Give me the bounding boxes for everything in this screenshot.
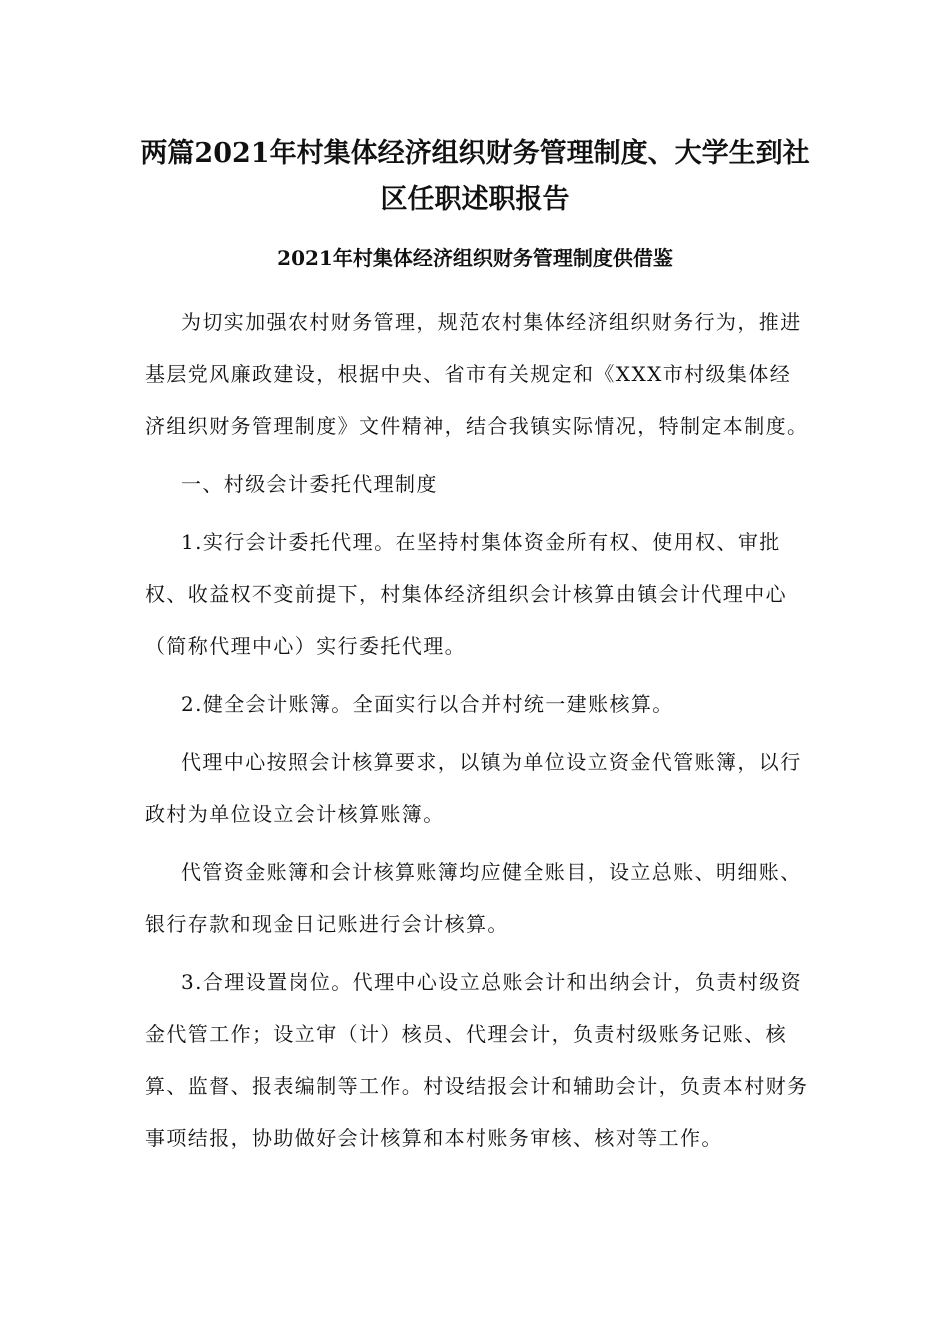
paragraph-intro: 为切实加强农村财务管理，规范农村集体经济组织财务行为，推进基层党风廉政建设，根据中央、省市有关规定和《XXX市村级集体经济组织财务管理制度》文件精神，结合我镇实际情况，特制定本制度。 [145,310,809,438]
title-line-1: 两篇2021年村集体经济组织财务管理制度、大学生到社 [140,138,810,169]
document-body [145,296,809,1164]
paragraph-item-1: 1.实行会计委托代理。在坚持村集体资金所有权、使用权、审批权、收益权不变前提下，村集体经济组织会计核算由镇会计代理中心（简称代理中心）实行委托代理。 [145,530,787,658]
paragraph-item-2: 2.健全会计账簿。全面实行以合并村统一建账核算。 [181,692,674,716]
paragraph-accounts: 代管资金账簿和会计核算账簿均应健全账目，设立总账、明细账、银行存款和现金日记账进行会计核算。 [145,860,802,936]
document-title [140,131,810,223]
paragraph-agency-books: 代理中心按照会计核算要求，以镇为单位设立资金代管账簿，以行政村为单位设立会计核算账簿。 [145,750,802,826]
document-subtitle: 2021年村集体经济组织财务管理制度供借鉴 [277,246,673,270]
title-line-2: 区任职述职报告 [380,184,570,215]
section-heading: 一、村级会计委托代理制度 [181,472,438,496]
paragraph-item-3: 3.合理设置岗位。代理中心设立总账会计和出纳会计，负责村级资金代管工作；设立审（计）核员、代理会计，负责村级账务记账、核算、监督、报表编制等工作。村设结报会计和辅助会计，负责本村财务事项结报，协助做好会计核算和本村账务审核、核对等工作。 [145,970,809,1150]
